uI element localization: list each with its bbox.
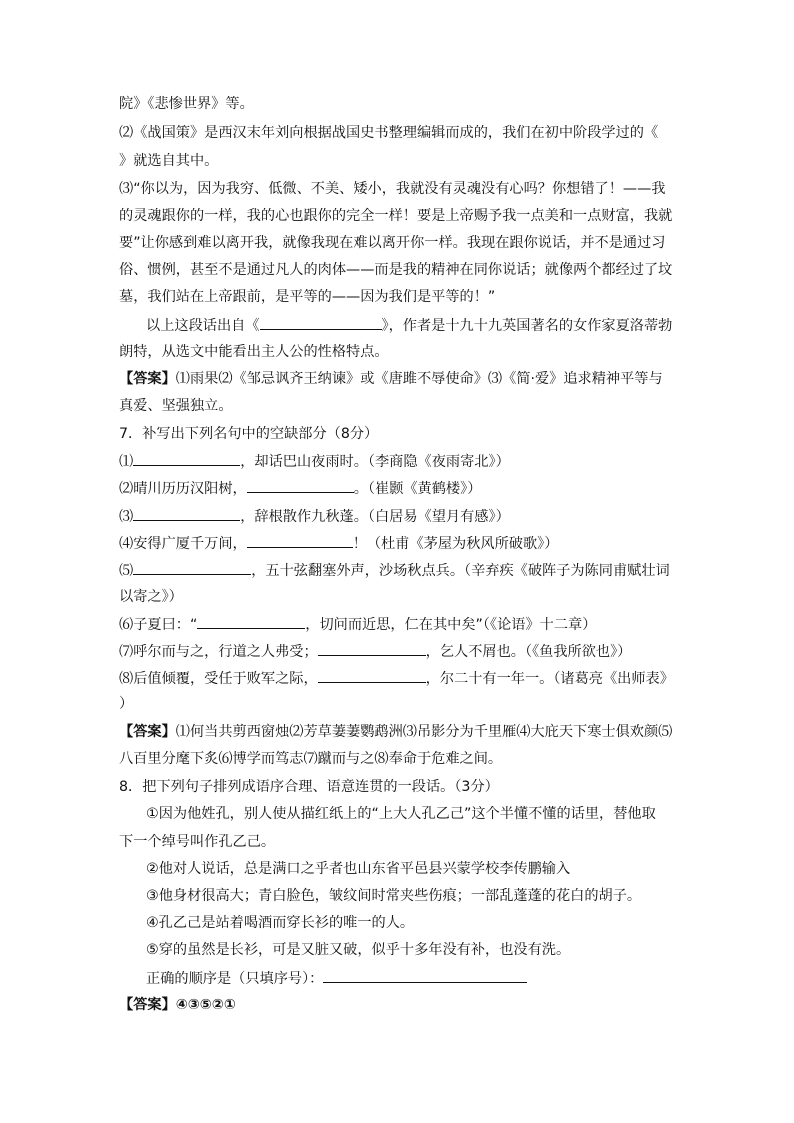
q7-answer-line2: 八百里分麾下炙⑹博学而笃志⑺蹴而与之⑻奉命于危难之间。 [119,751,503,767]
q6-answer-line2: 真爱、坚强独立。 [119,398,233,414]
item-text-tail: ，乞人不屑也。（《鱼我所欲也》） [425,644,632,660]
q8-sentence1-line2: 下一个绰号叫作孔乙己。 [119,834,276,850]
item-text: ，辞根散作九秋蓬。（白居易《望月有感》） [240,509,510,525]
answer-blank[interactable] [247,533,353,548]
item-text-tail: ！（杜甫《茅屋为秋风所破歌》） [352,536,559,552]
q6-prompt-text-b: 》，作者是十九十九英国著名的女作家夏洛蒂勃 [381,318,673,334]
item-text-tail: ，切问而近思，仁在其中矣”（《论语》十二章） [305,617,597,633]
q6-item3-prompt-line1 [146,315,672,336]
q8-order-prompt [146,968,527,989]
q7-item6 [119,614,596,635]
answer-text: ④③⑤②① [175,997,236,1013]
item-text: ⑷安得广厦千万间， [119,536,247,552]
q8-sentence2: ②他对人说话，总是满口之乎者也山东省平邑县兴蒙学校李传鹏输入 [146,861,571,877]
item-number: ⑴ [119,454,134,470]
q6-item3-line5: 墓，我们站在上帝跟前，是平等的——因为我们是平等的！” [119,289,496,305]
item-text: ⑵晴川历历汉阳树， [119,481,247,497]
q6-item3-line4: 俗、惯例，甚至不是通过凡人的肉体——而是我的精神在同你说话；就像两个都经过了坟 [119,262,673,278]
q8-sentence4: ④孔乙己是站着喝酒而穿长衫的唯一的人。 [146,915,415,931]
q7-item8-cont: ） [119,696,134,712]
answer-blank[interactable] [133,560,251,575]
item-text: ，却话巴山夜雨时。（李商隐《夜雨寄北》） [240,454,510,470]
item-text: ⑹子夏曰：“ [119,617,198,633]
q7-item5 [119,560,670,581]
answer-blank[interactable] [133,506,240,521]
q8-answer [119,995,236,1015]
answer-blank[interactable] [133,451,240,466]
q7-title: 7．补写出下列名句中的空缺部分（8分） [119,426,379,442]
q8-sentence1-line1: ①因为他姓孔，别人使从描红纸上的“上大人孔乙己”这个半懂不懂的话里，替他取 [146,806,656,822]
q8-title: 8．把下列句子排列成语序合理、语意连贯的一段话。（3分） [119,779,499,795]
q6-item2-line2: 》就选自其中。 [119,153,219,169]
answer-label: 【答案】 [119,724,176,740]
q7-item5-cont: 以寄之》） [119,589,183,605]
q6-item2-line1: ⑵《战国策》是西汉末年刘向根据战国史书整理编辑而成的，我们在初中阶段学过的《 [119,125,659,141]
item-text: ⑺呼尔而与之，行道之人弗受； [119,644,318,660]
q7-item3 [119,506,510,527]
answer-blank[interactable] [318,668,426,683]
q7-answer-line1 [119,722,672,742]
q6-item3-line2: 的灵魂跟你的一样，我的心也跟你的完全一样！要是上帝赐予我一点美和一点财富，我就 [119,208,673,224]
answer-blank[interactable] [247,478,354,493]
answer-blank[interactable] [197,614,305,629]
item-text: ⑻后值倾覆，受任于败军之际， [119,671,318,687]
q7-item4 [119,533,558,554]
answer-blank[interactable] [318,641,426,656]
answer-text: ⑴何当共剪西窗烛⑵芳草萋萋鹦鹉洲⑶吊影分为千里雁⑷大庇天下寒士俱欢颜⑸ [175,724,673,740]
q6-item3-line1: ⑶“你以为，因为我穷、低微、不美、矮小，我就没有灵魂没有心吗？你想错了！——我 [119,181,666,197]
q6-item3-line3: 要”让你感到难以离开我，就像我现在难以离开你一样。我现在跟你说话，并不是通过习 [119,235,666,251]
item-text-tail: 。（崔颢《黄鹤楼》） [353,481,482,497]
q6-item3-prompt-line2: 朗特，从选文中能看出主人公的性格特点。 [119,344,389,360]
item-text: ，五十弦翻塞外声，沙场秋点兵。（辛弃疾《破阵子为陈同甫赋壮词 [251,563,670,579]
answer-label: 【答案】 [119,997,176,1013]
item-number: ⑸ [119,563,134,579]
answer-blank[interactable] [260,315,382,330]
q8-sentence5: ⑤穿的虽然是长衫，可是又脏又破，似乎十多年没有补，也没有洗。 [146,942,571,958]
q6-answer-line1 [119,369,663,389]
item-text-tail: ，尔二十有一年一。（诸葛亮《出师表》 [425,671,674,687]
item-number: ⑶ [119,509,134,525]
answer-text: ⑴雨果⑵《邹忌讽齐王纳谏》或《唐雎不辱使命》⑶《简·爱》追求精神平等与 [175,371,663,387]
q8-sentence3: ③他身材很高大；青白脸色，皱纹间时常夹些伤痕；一部乱蓬蓬的花白的胡子。 [146,888,642,904]
q7-item2 [119,478,481,499]
answer-blank[interactable] [323,968,527,983]
q6-prompt-text-a: 以上这段话出自《 [146,318,260,334]
q7-item1 [119,451,510,472]
q6-line-continuation: 院》《悲惨世界》等。 [119,96,254,112]
answer-label: 【答案】 [119,371,176,387]
q7-item8 [119,668,674,689]
order-prompt-text: 正确的顺序是（只填序号）： [146,971,324,987]
q7-item7 [119,641,631,662]
